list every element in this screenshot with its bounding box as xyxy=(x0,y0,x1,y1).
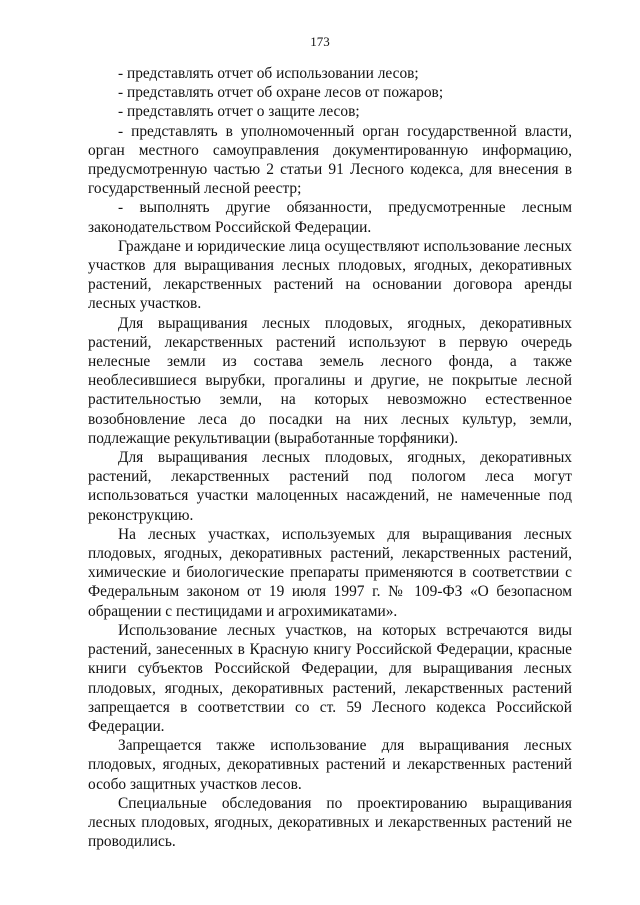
paragraph-chemicals: На лесных участках, используемых для выращивания лесных плодовых, ягодных, декоративных растений, лекарственных растений, химические и биологические препараты применяются в соответствии с Федеральным законом от 19 июля 1997 г. № 109-ФЗ «О безопасном обращении с пестицидами и агрохимикатами». xyxy=(88,525,572,620)
page-number: 173 xyxy=(310,34,330,49)
list-item-use-report: - представлять отчет об использовании лесов; xyxy=(118,65,419,82)
paragraph-lease-basis: Граждане и юридические лица осуществляют использование лесных участков для выращивания лесных плодовых, ягодных, декоративных растений, лекарственных растений на основании договора аренды лесных участков. xyxy=(88,237,572,313)
list-item-fire-report: - представлять отчет об охране лесов от пожаров; xyxy=(118,84,444,102)
paragraph-red-book: Использование лесных участков, на которых встречаются виды растений, занесенных в Красную книгу Российской Федерации, красные книги субъектов Российской Федерации, для выращивания лесных плодовых, ягодных, декоративных растений, лекарственных растений запрещается в соответствии со ст. 59 Лесного кодекса Российской Федерации. xyxy=(88,621,572,735)
paragraph-canopy-use: Для выращивания лесных плодовых, ягодных, декоративных растений, лекарственных растений под пологом леса могут использоваться участки малоценных насаждений, не намеченные под реконструкцию. xyxy=(88,449,572,524)
list-item-protection-report: - представлять отчет о защите лесов; xyxy=(118,103,360,121)
list-item-other-duties: - выполнять другие обязанности, предусмотренные лесным законодательством Российской Федерации. xyxy=(88,199,572,236)
paragraph-land-priority: Для выращивания лесных плодовых, ягодных, декоративных растений, лекарственных растений используют в первую очередь нелесные земли из состава земель лесного фонда, а также необлесившиеся вырубки, прогалины и другие, не покрытые лесной растительностью земли, на которых невозможно естественное возобновление леса до посадки на них лесных культур, земли, подлежащие рекультивации (выработанные торфяники). xyxy=(88,314,572,447)
paragraph-surveys: Специальные обследования по проектированию выращивания лесных плодовых, ягодных, декоративных и лекарственных растений не проводились. xyxy=(88,794,572,851)
paragraph-protected-areas: Запрещается также использование для выращивания лесных плодовых, ягодных, декоративных растений и лекарственных растений особо защитных участков лесов. xyxy=(88,737,572,793)
list-item-registry-info: - представлять в уполномоченный орган государственной власти, орган местного самоуправления документированную информацию, предусмотренную частью 2 статьи 91 Лесного кодекса, для внесения в государственный лесной реестр; xyxy=(88,122,572,198)
page-body xyxy=(88,64,572,851)
